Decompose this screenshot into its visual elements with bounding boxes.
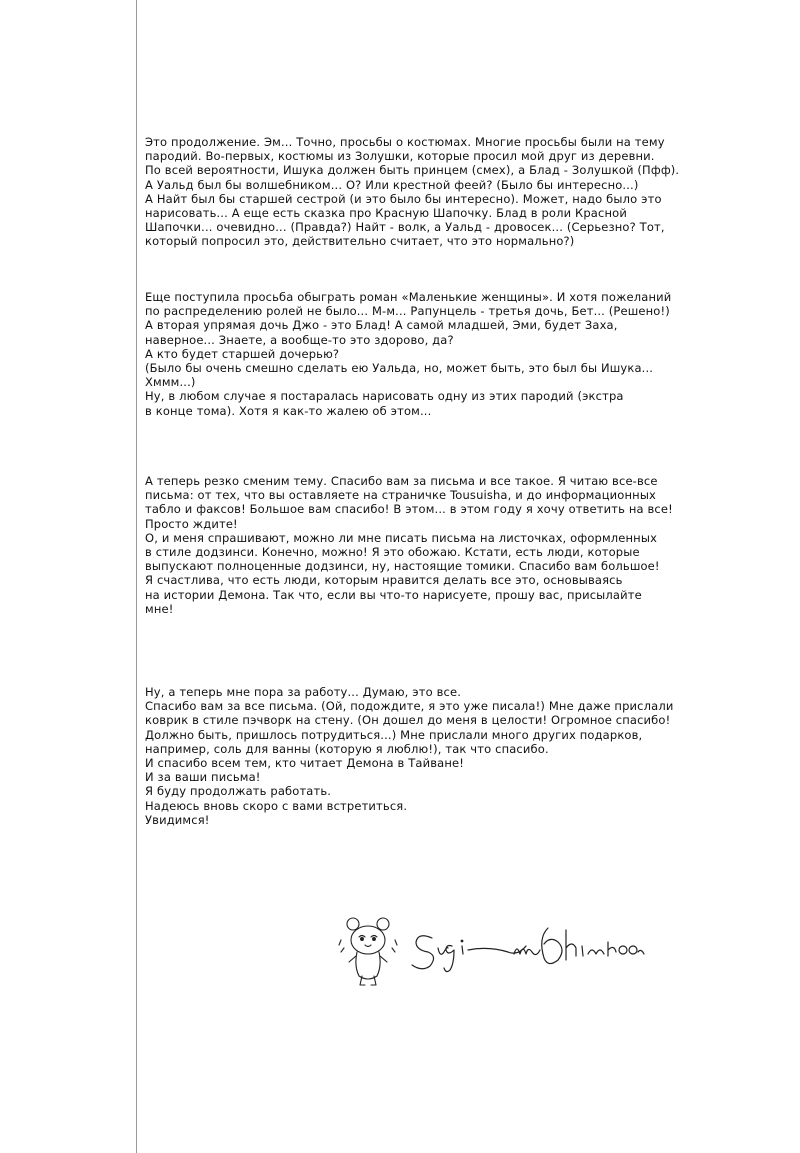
- text-line: И за ваши письма!: [145, 770, 261, 785]
- text-line: А теперь резко сменим тему. Спасибо вам за письма и все такое. Я читаю все-все: [145, 474, 658, 488]
- text-line: Я счастлива, что есть люди, которым нравится делать все это, основываясь: [145, 573, 623, 588]
- author-signature: [338, 910, 648, 1005]
- text-line: О, и меня спрашивают, можно ли мне писать письма на листочках, оформленных: [145, 530, 658, 545]
- text-line: Хммм...): [145, 375, 196, 390]
- text-line: А Уальд был бы волшебником... О? Или крестной феей? (Было бы интересно...): [145, 177, 639, 192]
- text-line: письма: от тех, что вы оставляете на страничке Tousuisha, и до информационных: [145, 488, 657, 503]
- text-line: А вторая упрямая дочь Джо - это Блад! А самой младшей, Эми, будет Заха,: [145, 318, 618, 333]
- text-line: табло и факсов! Большое вам спасибо! В этом... в этом году я хочу ответить на все!: [145, 502, 673, 517]
- page-gutter-line: [136, 0, 137, 1153]
- text-line: по распределению ролей не было... М-м... Рапунцель - третья дочь, Бет... (Решено!): [145, 304, 670, 319]
- text-line: Спасибо вам за все письма. (Ой, подождите, я это уже писала!) Мне даже прислали: [145, 699, 674, 714]
- text-line: который попросил это, действительно считает, что это нормально?): [145, 234, 575, 249]
- text-line: например, соль для ванны (которую я люблю!), так что спасибо.: [145, 741, 549, 756]
- text-line: Я буду продолжать работать.: [145, 784, 332, 799]
- text-line: Ну, в любом случае я постаралась нарисовать одну из этих пародий (экстра: [145, 389, 624, 404]
- bear-doodle-icon: [339, 918, 397, 985]
- text-line: Еще поступила просьба обыграть роман «Маленькие женщины». И хотя пожеланий: [145, 290, 672, 304]
- paragraph-closing: [145, 685, 760, 827]
- text-line: нарисовать... А еще есть сказка про Красную Шапочку. Блад в роли Красной: [145, 206, 627, 221]
- signature-scribble: [412, 928, 644, 972]
- signature-drawing: [338, 910, 648, 1005]
- text-line: По всей вероятности, Ишука должен быть принцем (смех), а Блад - Золушкой (Пфф).: [145, 163, 680, 178]
- paragraph-costume-requests: [145, 135, 760, 249]
- text-line: А кто будет старшей дочерью?: [145, 346, 340, 361]
- text-line: (Было бы очень смешно сделать ею Уальда, но, может быть, это был бы Ишука...: [145, 361, 654, 376]
- text-line: Просто ждите!: [145, 516, 238, 531]
- text-line: мне!: [145, 601, 174, 616]
- text-line: коврик в стиле пэчворк на стену. (Он дошел до меня в целости! Огромное спасибо!: [145, 713, 671, 728]
- text-line: в стиле додзинси. Конечно, можно! Я это обожаю. Кстати, есть люди, которые: [145, 545, 640, 560]
- text-line: Ну, а теперь мне пора за работу... Думаю, это все.: [145, 685, 462, 699]
- text-line: пародий. Во-первых, костюмы из Золушки, которые просил мой друг из деревни.: [145, 149, 655, 164]
- text-line: в конце тома). Хотя я как-то жалею об этом...: [145, 403, 432, 418]
- text-line: выпускают полноценные додзинси, ну, настоящие томики. Спасибо вам большое!: [145, 559, 660, 574]
- text-line: Надеюсь вновь скоро с вами встретиться.: [145, 798, 408, 813]
- text-line: Это продолжение. Эм... Точно, просьбы о костюмах. Многие просьбы были на тему: [145, 135, 665, 149]
- text-line: на истории Демона. Так что, если вы что-то нарисуете, прошу вас, присылайте: [145, 587, 642, 602]
- text-line: Увидимся!: [145, 812, 210, 827]
- text-line: Должно быть, пришлось потрудиться...) Мне прислали много других подарков,: [145, 727, 643, 742]
- text-line: наверное... Знаете, а вообще-то это здорово, да?: [145, 332, 454, 347]
- paragraph-letters-thanks: [145, 474, 760, 616]
- paragraph-little-women: [145, 290, 760, 418]
- text-line: А Найт был бы старшей сестрой (и это было бы интересно). Может, надо было это: [145, 191, 662, 206]
- text-line: Шапочки... очевидно... (Правда?) Найт - волк, а Уальд - дровосек... (Серьезно? Тот,: [145, 220, 665, 235]
- text-line: И спасибо всем тем, кто читает Демона в Тайване!: [145, 756, 464, 771]
